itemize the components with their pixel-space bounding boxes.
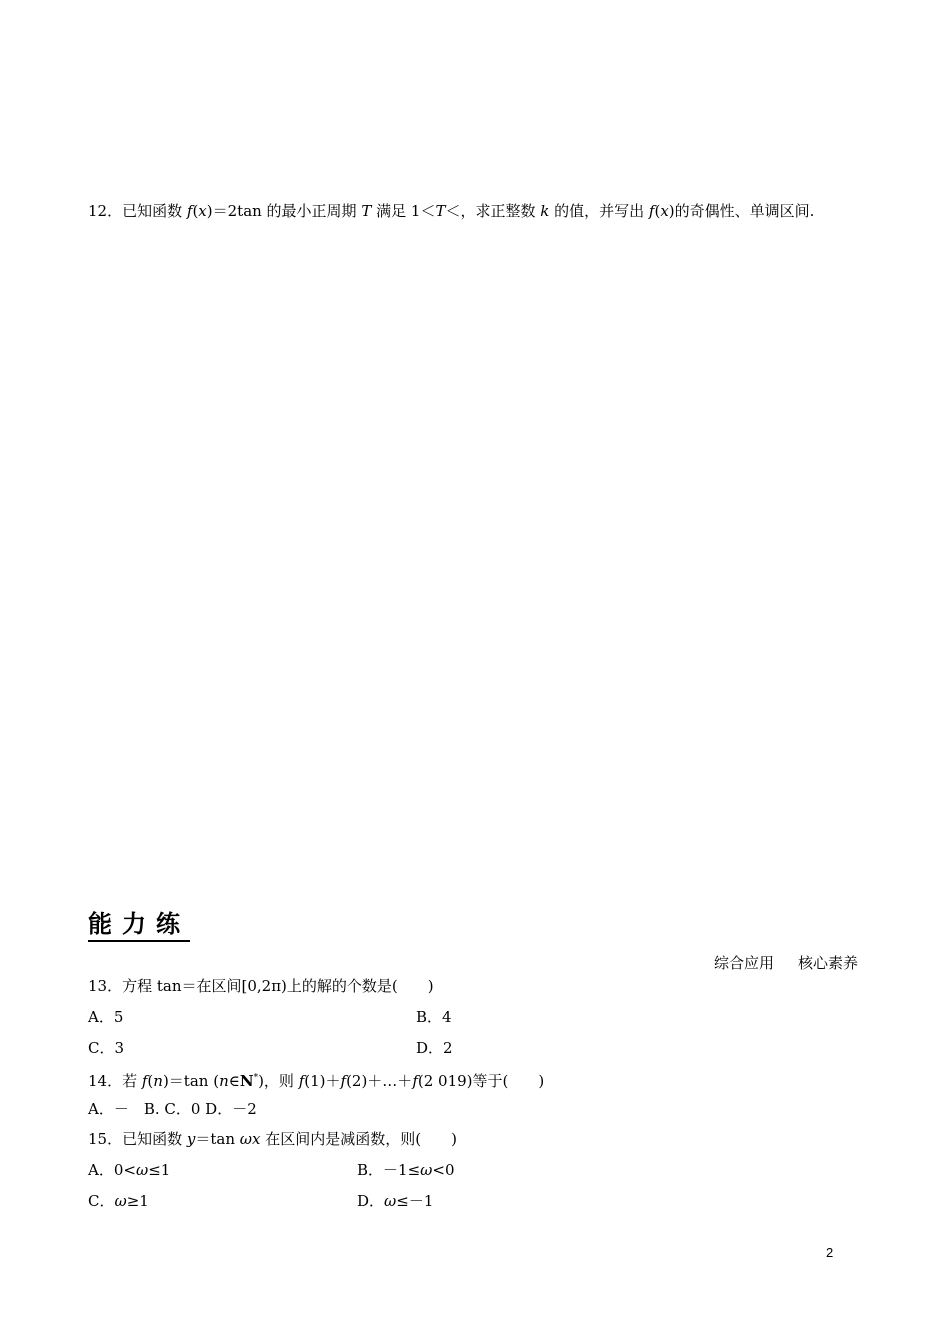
question-13-option-a: A．5 bbox=[88, 1008, 124, 1026]
question-14-options: A．－ B. C．0 D．－2 bbox=[88, 1100, 257, 1118]
question-13-stem: 13．方程 tan＝在区间[0,2π)上的解的个数是( ) bbox=[88, 977, 434, 995]
question-14-stem: 14．若 f(n)＝tan (n∈N*)，则 f(1)＋f(2)＋…＋f(2 019)等于( ) bbox=[88, 1072, 545, 1090]
question-12: 12．已知函数 f(x)＝2tan 的最小正周期 T 满足 1＜T＜，求正整数 k 的值，并写出 f(x)的奇偶性、单调区间. bbox=[88, 202, 815, 220]
question-15-option-d: D．ω≤－1 bbox=[357, 1192, 434, 1210]
page-number: 2 bbox=[826, 1245, 834, 1260]
question-13-option-c: C．3 bbox=[88, 1039, 125, 1057]
question-13-option-b: B．4 bbox=[416, 1008, 452, 1026]
tag-core: 核心素养 bbox=[798, 954, 859, 972]
question-number: 12． bbox=[88, 202, 123, 220]
question-13-option-d: D．2 bbox=[416, 1039, 453, 1057]
question-15-stem: 15．已知函数 y＝tan ωx 在区间内是减函数，则( ) bbox=[88, 1130, 457, 1148]
question-15-option-b: B．－1≤ω<0 bbox=[357, 1161, 455, 1179]
tag-comprehensive: 综合应用 bbox=[714, 954, 775, 972]
section-tags bbox=[714, 953, 858, 973]
section-title: 能力练 bbox=[88, 908, 190, 942]
question-15-option-a: A．0<ω≤1 bbox=[88, 1161, 171, 1179]
question-15-option-c: C．ω≥1 bbox=[88, 1192, 149, 1210]
